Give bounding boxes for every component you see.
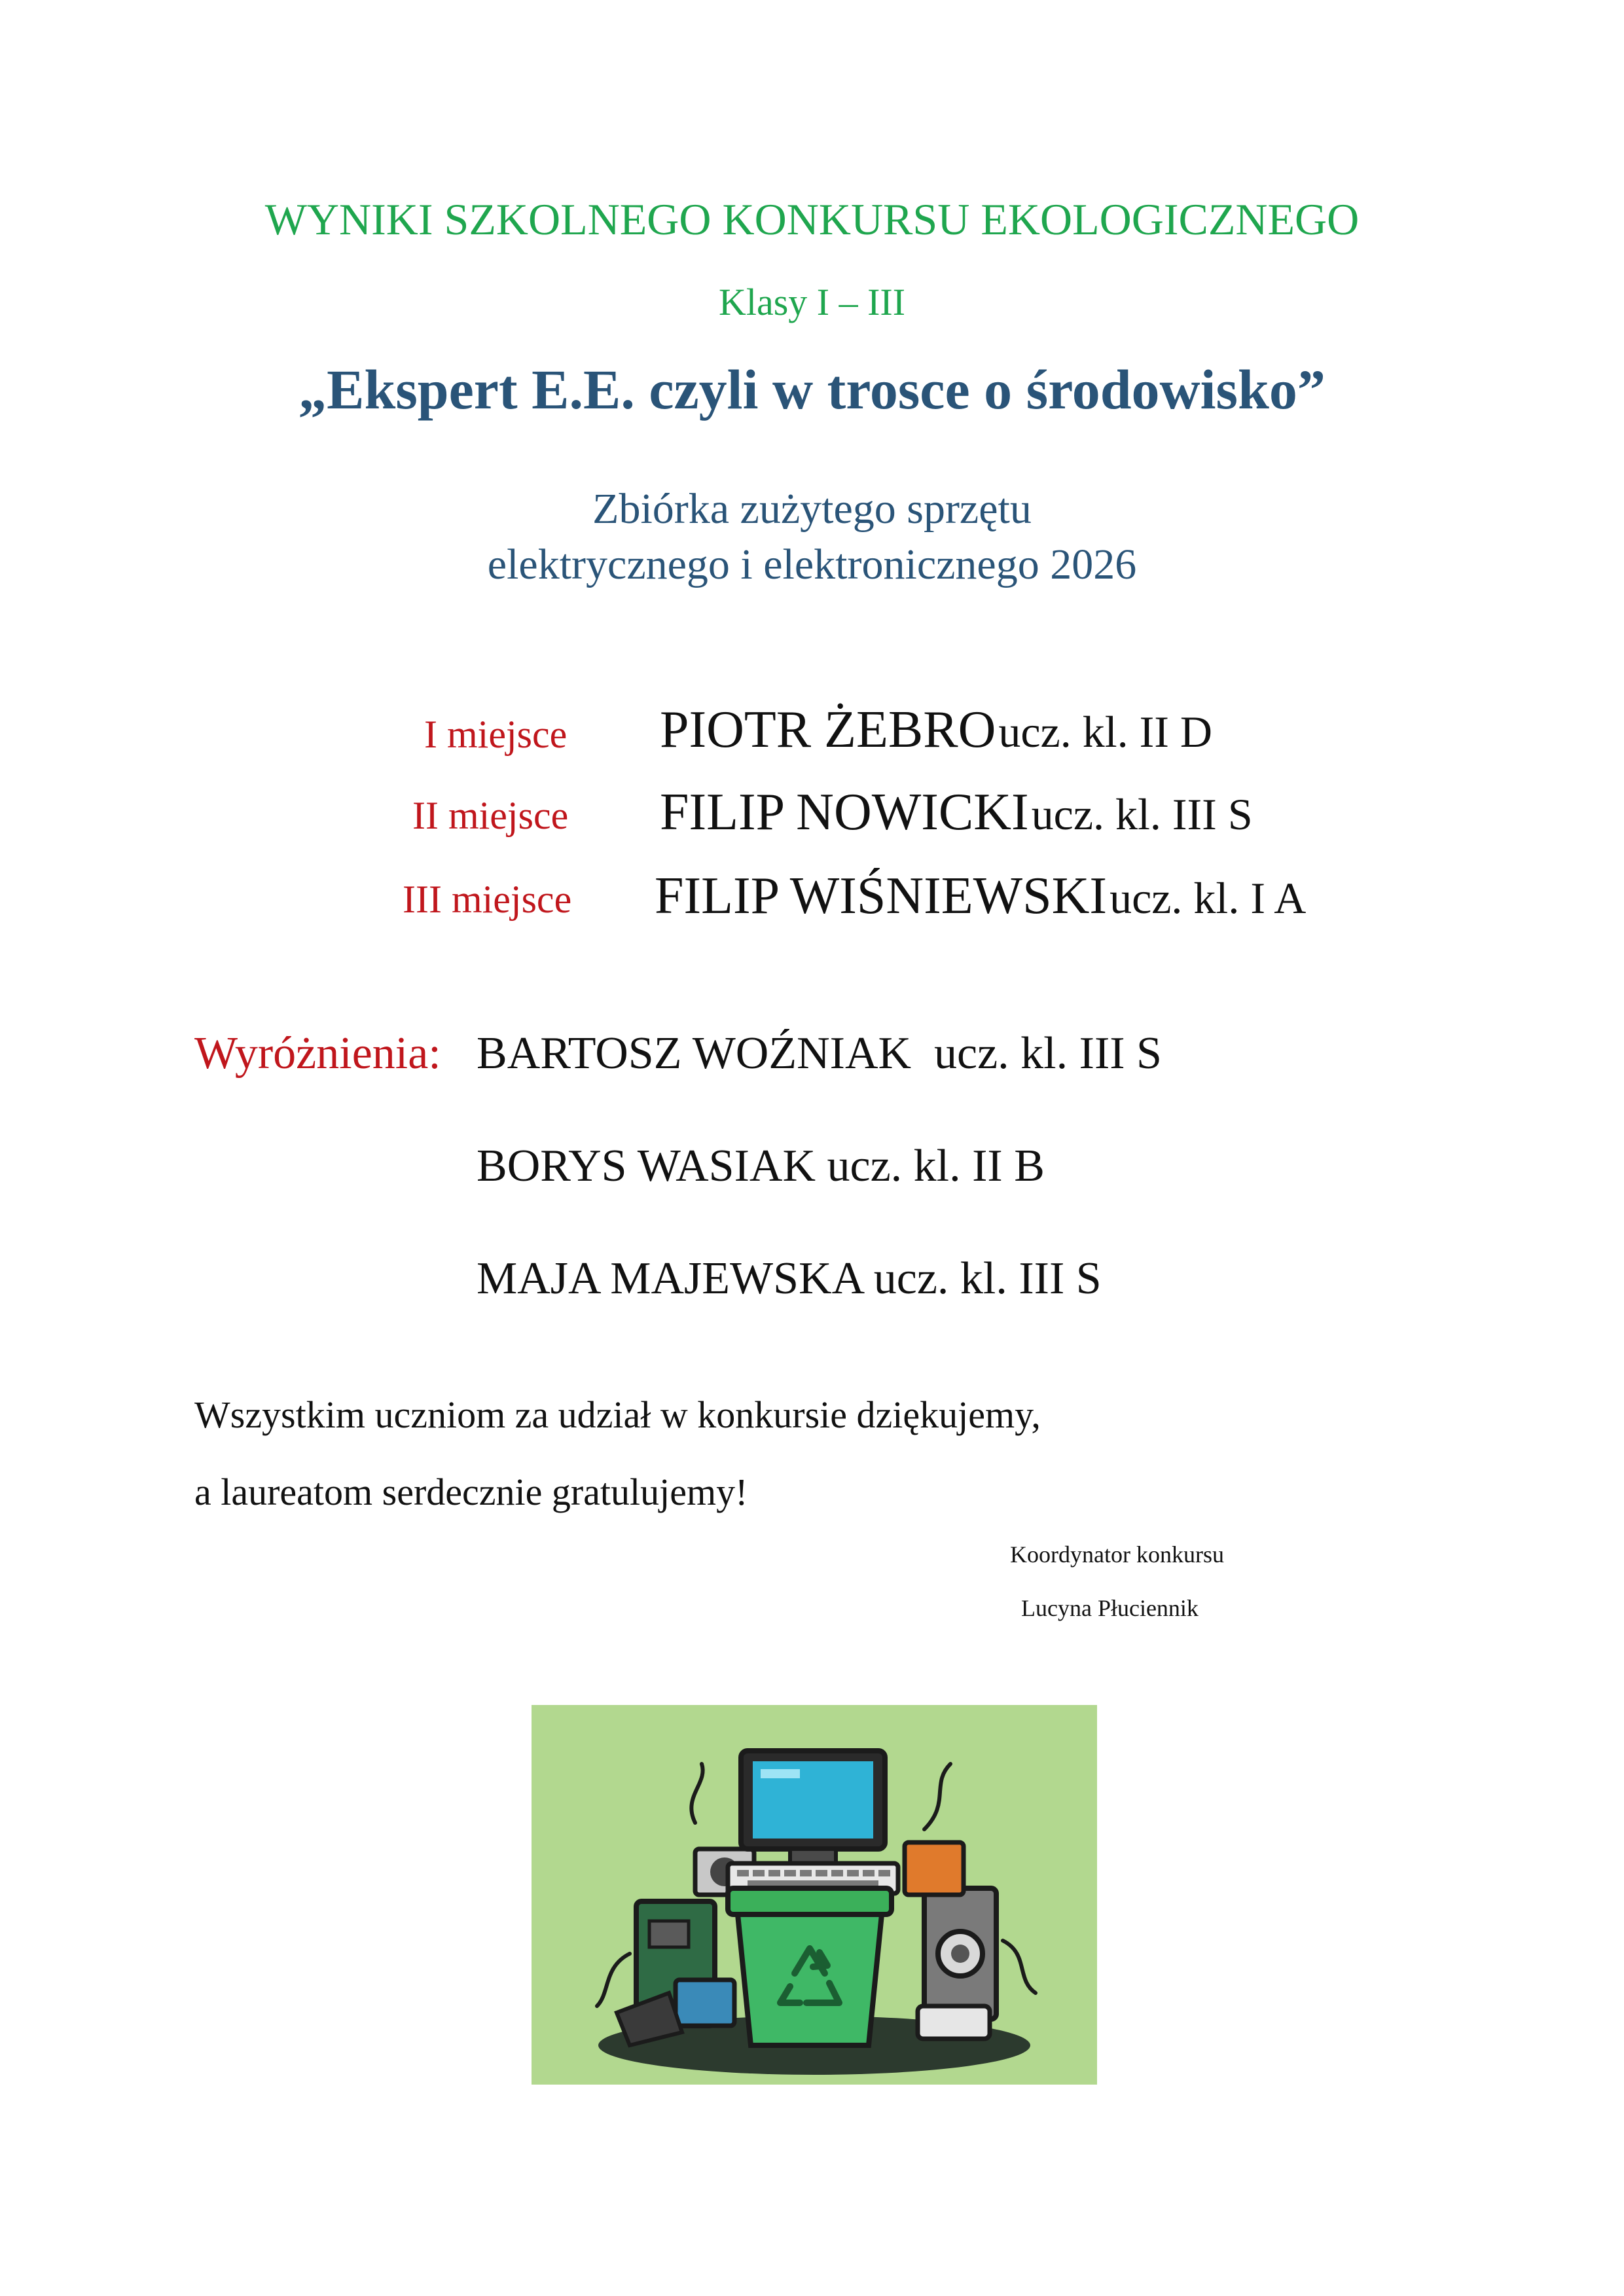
honorable-mention-item: BARTOSZ WOŹNIAK ucz. kl. III S — [477, 1028, 1162, 1079]
honorable-mention-item: MAJA MAJEWSKA ucz. kl. III S — [477, 1253, 1102, 1304]
coordinator-title: Koordynator konkursu — [1010, 1541, 1224, 1568]
coordinator-name: Lucyna Płuciennik — [1021, 1595, 1199, 1621]
winner-class: ucz. kl. I A — [1110, 873, 1307, 923]
winner-class: ucz. kl. III S — [1031, 789, 1253, 839]
subtitle-line-1: Zbiórka zużytego sprzętu — [592, 485, 1032, 533]
classes-label: Klasy I – III — [718, 281, 906, 323]
first-place-winner — [660, 700, 1212, 760]
contest-motto: „Ekspert E.E. czyli w trosce o środowisko” — [298, 358, 1326, 421]
third-place-winner — [655, 867, 1306, 926]
honorable-mention-item: BORYS WASIAK ucz. kl. II B — [477, 1141, 1045, 1191]
winner-name: FILIP NOWICKI — [660, 783, 1029, 841]
winner-class: ucz. kl. II D — [998, 707, 1213, 757]
subtitle-line-2: elektrycznego i elektronicznego 2026 — [487, 541, 1137, 588]
second-place-label: II miejsce — [412, 794, 569, 837]
thanks-line-1: Wszystkim uczniom za udział w konkursie dziękujemy, — [194, 1393, 1041, 1436]
honorable-mentions-label: Wyróżnienia: — [194, 1028, 441, 1079]
recycle-bin-icon — [728, 1888, 892, 2045]
monitor-icon — [741, 1751, 885, 1866]
second-place-winner — [660, 783, 1253, 842]
winner-name: FILIP WIŚNIEWSKI — [655, 867, 1108, 925]
contest-title: WYNIKI SZKOLNEGO KONKURSU EKOLOGICZNEGO — [264, 194, 1360, 244]
winner-name: PIOTR ŻEBRO — [660, 701, 996, 759]
third-place-label: III miejsce — [403, 878, 572, 921]
thanks-line-2: a laureatom serdecznie gratulujemy! — [194, 1471, 748, 1513]
first-place-label: I miejsce — [424, 713, 568, 756]
recycling-bin-electronics-icon — [532, 1705, 1097, 2085]
